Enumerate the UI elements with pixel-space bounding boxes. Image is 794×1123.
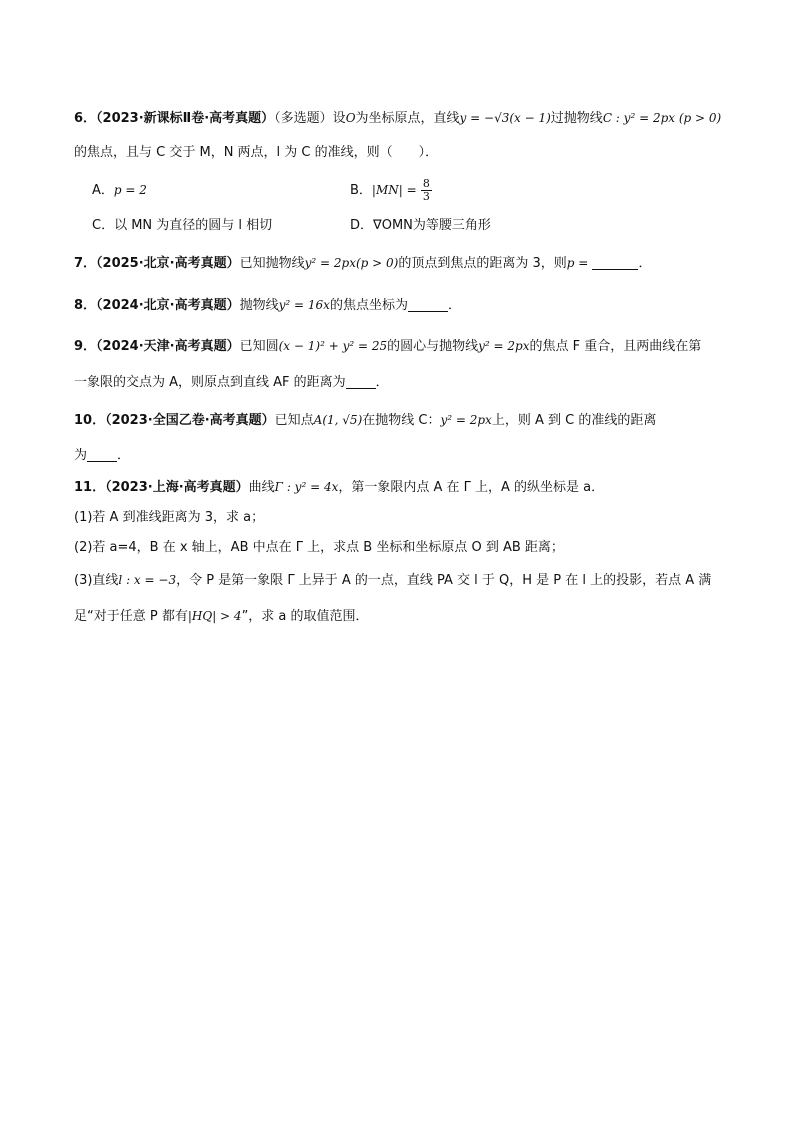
q10-text-3: 上，则 A 到 C 的准线的距离: [491, 413, 657, 428]
q6-option-b-label: B．: [350, 183, 372, 198]
q7-answer-blank[interactable]: [592, 255, 638, 270]
q6-option-b-lhs: |MN| =: [371, 183, 417, 197]
q6-origin: O: [345, 111, 356, 125]
q11-text: 曲线: [248, 480, 275, 495]
q6-line-equation: y = −√3(x − 1): [459, 111, 551, 125]
q9-end: ．: [375, 375, 389, 390]
q9-line-1: [74, 336, 701, 357]
q6-parabola: C : y² = 2px (p > 0): [602, 111, 722, 125]
q7-text: 已知抛物线: [239, 256, 305, 271]
q6-option-a: [92, 180, 147, 201]
q11-part-3-text-4: ”，求 a 的取值范围．: [241, 609, 369, 624]
q6-number: 6．: [74, 111, 97, 126]
q11-text-2: ，第一象限内点 A 在 Γ 上，A 的纵坐标是 a．: [338, 480, 605, 495]
q10-text: 已知点: [274, 413, 314, 428]
q7-equation: y² = 2px(p > 0): [304, 256, 399, 270]
q9-text: 已知圆: [239, 339, 279, 354]
q11-inequality: |HQ| > 4: [187, 609, 242, 623]
q11-part-3-text-3: 足“对于任意 P 都有: [74, 609, 188, 624]
q6-option-c-text: 以 MN 为直径的圆与 l 相切: [114, 218, 273, 233]
q9-line-2: [74, 373, 389, 393]
q8-source: （2024·北京·高考真题）: [96, 298, 240, 313]
q11-part-2: (2)若 a=4，B 在 x 轴上，AB 中点在 Γ 上，求点 B 坐标和坐标原点 O 到 AB 距离；: [74, 540, 564, 555]
q9-answer-blank[interactable]: [346, 374, 376, 389]
q6-option-a-text: p = 2: [113, 183, 147, 197]
q10-answer-blank[interactable]: [87, 447, 117, 462]
q10-point: A(1, √5): [313, 413, 363, 427]
q6-option-c-label: C．: [92, 218, 115, 233]
q6-source: （2023·新课标Ⅱ卷·高考真题）: [96, 111, 275, 126]
q10-line-1: [74, 410, 656, 431]
q6-text-3: 过抛物线: [550, 111, 603, 126]
q7-number: 7．: [74, 256, 97, 271]
q7-p-equals: p =: [566, 256, 589, 270]
q11-curve: Γ : y² = 4x: [274, 480, 339, 494]
q11-line-1: [74, 477, 604, 498]
q11-number: 11．: [74, 480, 106, 495]
q9-text-2: 的圆心与抛物线: [387, 339, 479, 354]
q8-text-2: 的焦点坐标为: [329, 298, 408, 313]
q10-end: ．: [117, 448, 131, 463]
q7-line: [74, 253, 651, 274]
q8-answer-blank[interactable]: [408, 297, 448, 312]
q9-source: （2024·天津·高考真题）: [96, 339, 240, 354]
q8-end: ．: [447, 298, 461, 313]
q8-equation: y² = 16x: [278, 298, 330, 312]
q11-part-1: (1)若 A 到准线距离为 3，求 a；: [74, 510, 265, 525]
q6-text: （多选题）设: [274, 111, 346, 126]
q10-number: 10．: [74, 413, 106, 428]
q9-number: 9．: [74, 339, 97, 354]
q6-line-1: [74, 108, 721, 129]
q8-line: [74, 295, 461, 316]
q6-option-b: [350, 178, 432, 203]
q9-text-3: 的焦点 F 重合，且两曲线在第: [529, 339, 702, 354]
q11-part-3-cont: [74, 606, 369, 627]
q9-circle: (x − 1)² + y² = 25: [278, 339, 388, 353]
q7-source: （2025·北京·高考真题）: [96, 256, 240, 271]
q6-option-a-label: A．: [92, 183, 114, 198]
q6-option-d: [350, 216, 491, 236]
q10-text-4: 为: [74, 448, 88, 463]
q7-text-2: 的顶点到焦点的距离为 3，则: [398, 256, 567, 271]
q6-option-d-label: D．: [350, 218, 374, 233]
q11-part-3-text: (3)直线: [74, 573, 119, 588]
q9-text-4: 一象限的交点为 A，则原点到直线 AF 的距离为: [74, 375, 346, 390]
q10-equation: y² = 2px: [440, 413, 492, 427]
q11-directrix-line: l : x = −3: [118, 573, 177, 587]
q10-text-2: 在抛物线 C：: [362, 413, 441, 428]
q6-text-2: 为坐标原点，直线: [355, 111, 460, 126]
q11-source: （2023·上海·高考真题）: [105, 480, 249, 495]
q6-option-c: [92, 216, 272, 236]
q8-text: 抛物线: [239, 298, 279, 313]
q10-line-2: [74, 446, 130, 466]
q10-source: （2023·全国乙卷·高考真题）: [105, 413, 275, 428]
q6-line-2: 的焦点，且与 C 交于 M，N 两点，l 为 C 的准线，则（ ）．: [74, 145, 439, 160]
q11-part-3: [74, 570, 711, 591]
q11-part-3-text-2: ，令 P 是第一象限 Γ 上异于 A 的一点，直线 PA 交 l 于 Q，H 是 P 在 l 上的投影，若点 A 满: [176, 573, 712, 588]
q6-option-b-denominator: 3: [422, 190, 430, 203]
q8-number: 8．: [74, 298, 97, 313]
q6-option-d-text: ∇OMN为等腰三角形: [373, 218, 491, 233]
q9-parabola: y² = 2px: [478, 339, 530, 353]
q7-end: ．: [638, 256, 652, 271]
q6-option-b-fraction: [421, 178, 432, 203]
q6-option-b-numerator: 8: [422, 177, 430, 190]
